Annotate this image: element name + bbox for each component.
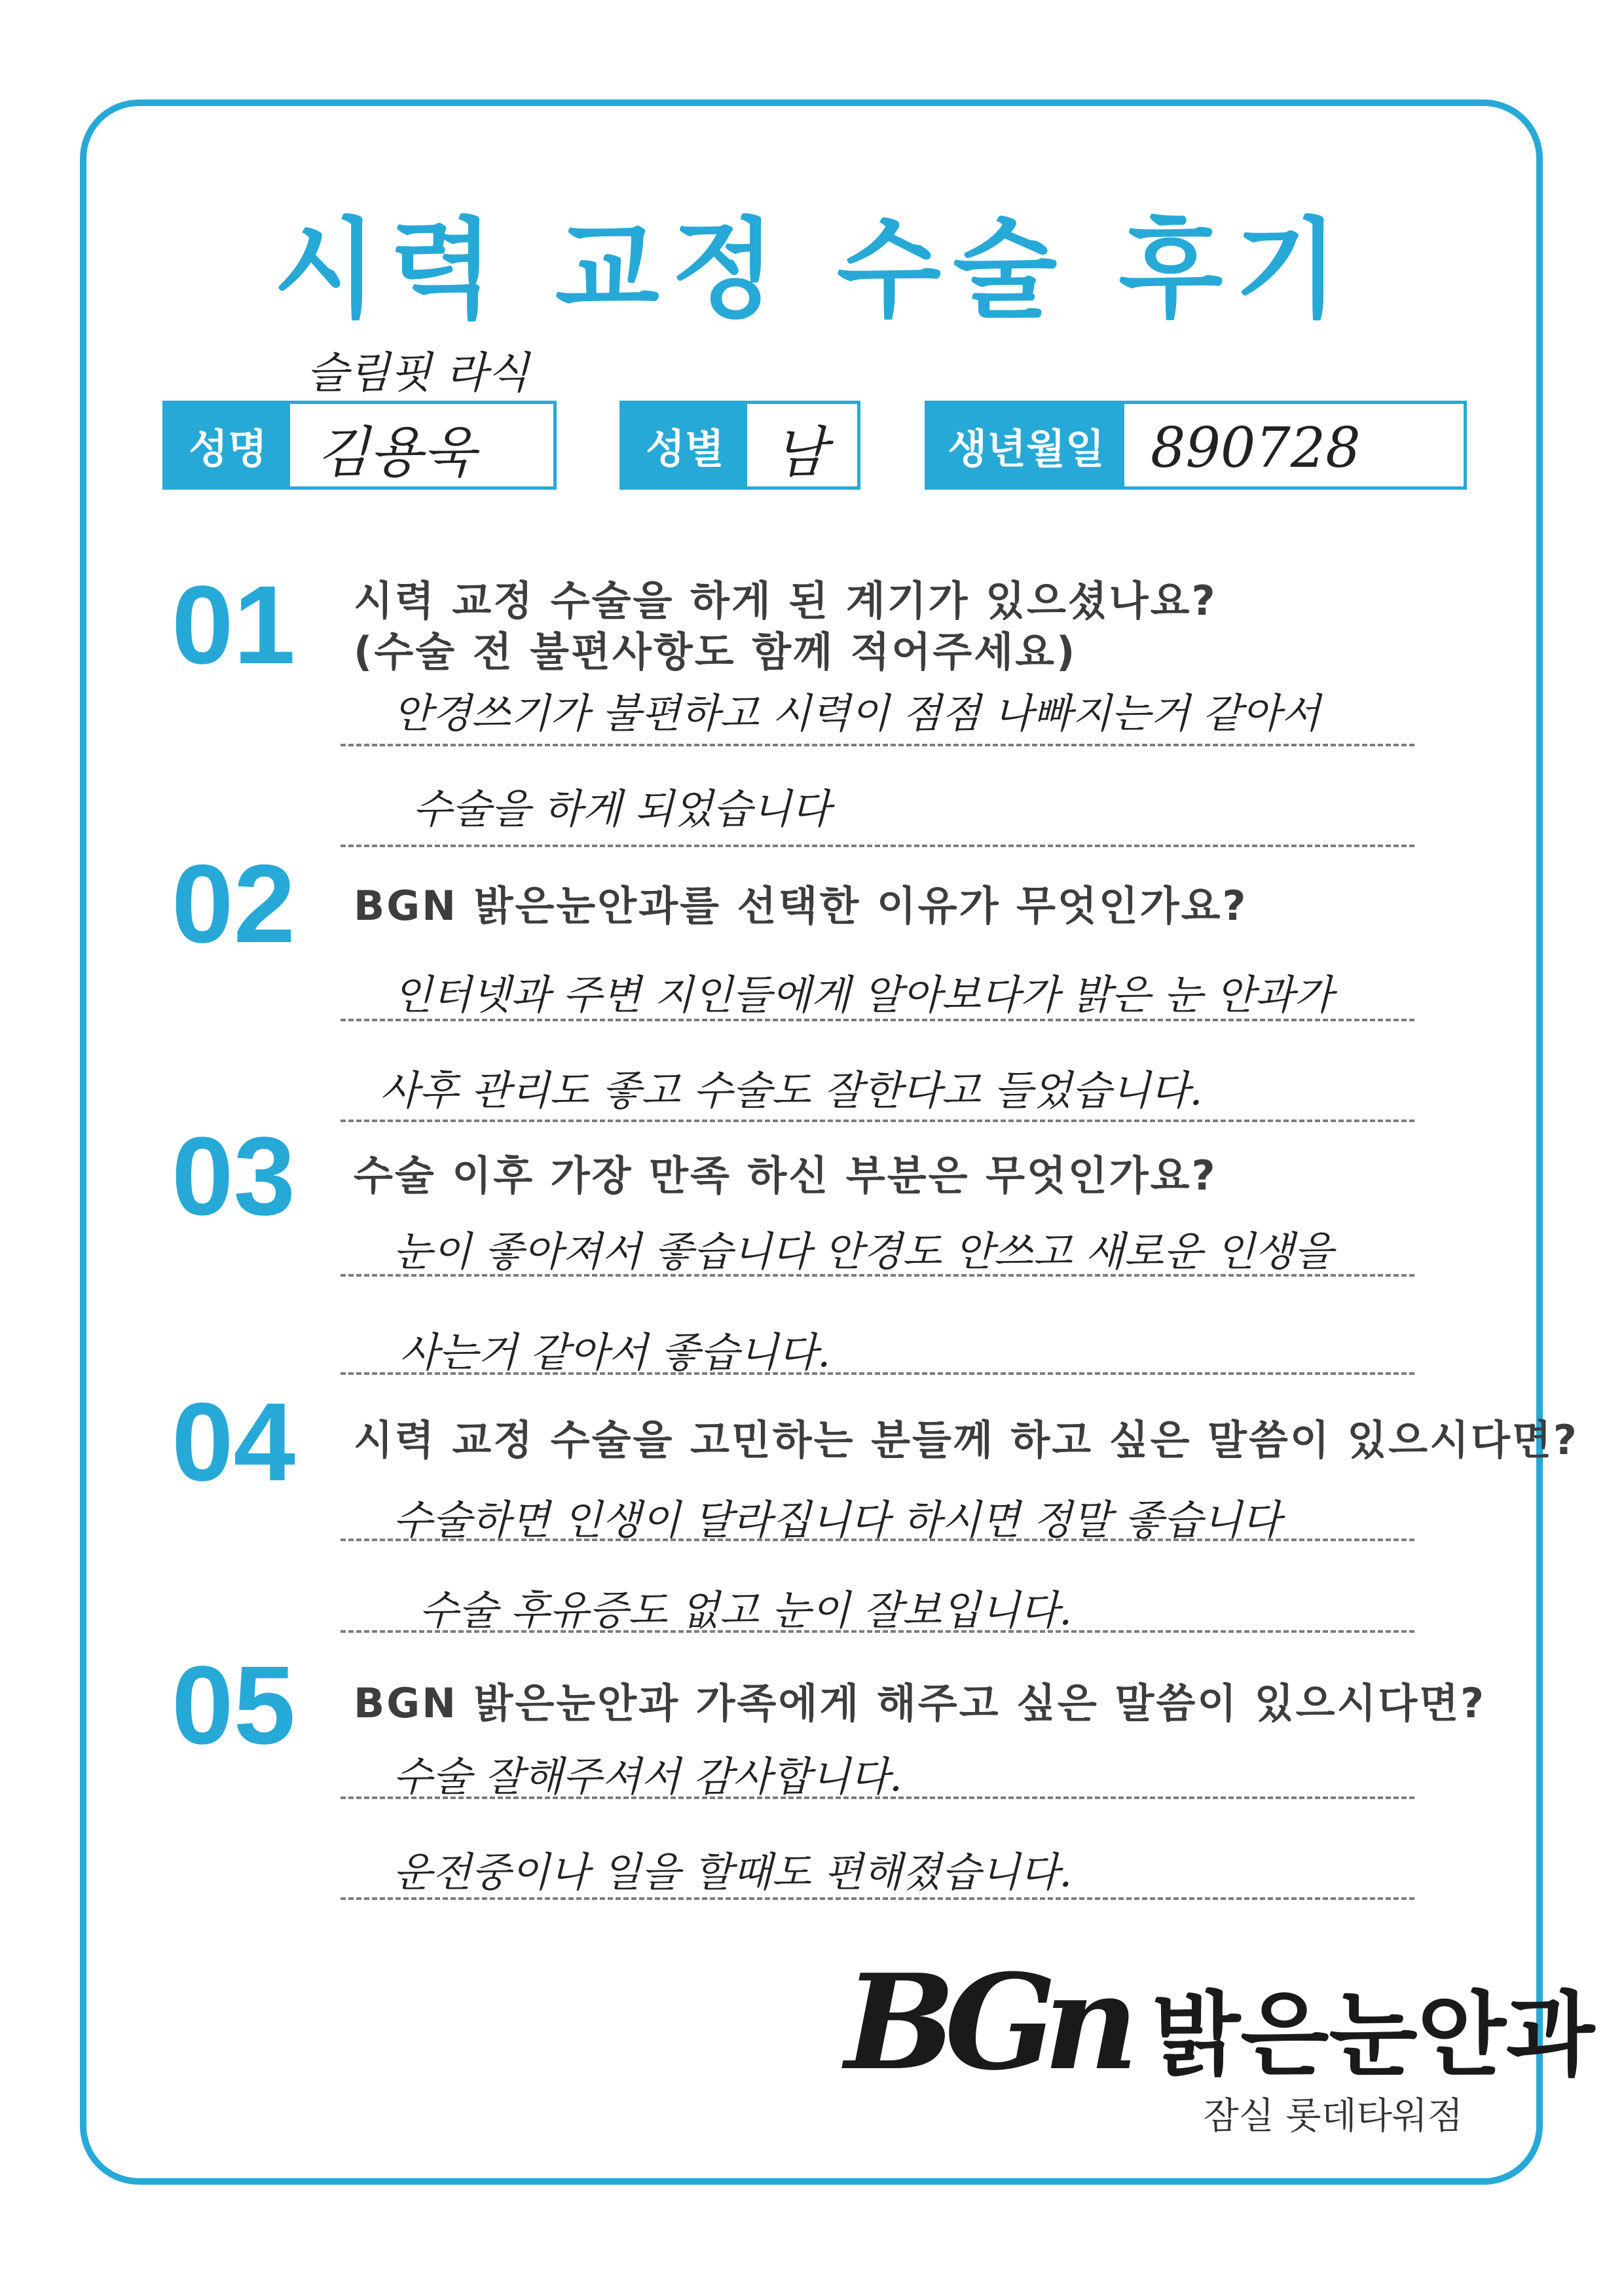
answer-rule: [341, 1796, 1414, 1799]
clinic-logo: [845, 1946, 1595, 2100]
answer-line: 인터넷과 주변 지인들에게 알아보다가 밝은 눈 안과가: [393, 971, 1333, 1019]
answer-line: 수술 후유증도 없고 눈이 잘보입니다.: [419, 1586, 1072, 1634]
page-title: 시력 교정 수술 후기: [273, 207, 1351, 333]
gender-value: 남: [773, 420, 827, 484]
answer-line: 수술을 하게 되었습니다: [413, 785, 831, 833]
question-text: BGN 밝은눈안과 가족에게 해주고 싶은 말씀이 있으시다면?: [354, 1679, 1486, 1727]
gender-label: 성별: [623, 404, 747, 486]
question-text: 시력 교정 수술을 하게 된 계기가 있으셨나요?: [354, 577, 1217, 625]
answer-rule: [341, 1274, 1414, 1277]
answer-line: 사후 관리도 좋고 수술도 잘한다고 들었습니다.: [380, 1066, 1203, 1114]
answer-line: 사는거 같아서 좋습니다.: [399, 1328, 831, 1376]
birthdate-value: 890728: [1151, 416, 1361, 480]
answer-rule: [341, 1897, 1414, 1900]
answer-rule: [341, 845, 1414, 847]
question-number: 03: [172, 1114, 296, 1239]
question-number: 01: [172, 563, 296, 687]
answer-rule: [341, 1120, 1414, 1122]
answer-line: 안경쓰기가 불편하고 시력이 점점 나빠지는거 같아서: [393, 689, 1321, 737]
birthdate-label: 생년월일: [928, 404, 1124, 486]
procedure-note: 슬림핏 라식: [306, 348, 529, 398]
answer-line: 수술하면 인생이 달라집니다 하시면 정말 좋습니다: [393, 1496, 1282, 1544]
answer-rule: [341, 744, 1414, 746]
logo-mark: BGn: [845, 1946, 1126, 2100]
question-text: 시력 교정 수술을 고민하는 분들께 하고 싶은 말씀이 있으시다면?: [354, 1416, 1579, 1464]
answer-rule: [341, 1630, 1414, 1633]
name-value: 김용욱: [316, 420, 476, 484]
question-number: 02: [172, 842, 296, 966]
gender-field: [619, 401, 860, 490]
question-text: 수술 이후 가장 만족 하신 부분은 무엇인가요?: [354, 1152, 1217, 1199]
question-subtext: (수술 전 불편사항도 함께 적어주세요): [354, 628, 1077, 676]
answer-rule: [341, 1019, 1414, 1021]
question-text: BGN 밝은눈안과를 선택한 이유가 무엇인가요?: [354, 882, 1248, 930]
question-number: 05: [172, 1643, 296, 1768]
answer-rule: [341, 1372, 1414, 1375]
logo-name: 밝은눈안과: [1151, 1982, 1595, 2089]
answer-line: 운전중이나 일을 할때도 편해졌습니다.: [393, 1848, 1073, 1896]
name-field: [162, 401, 557, 490]
birthdate-field: [925, 401, 1467, 490]
question-number: 04: [172, 1380, 296, 1504]
answer-rule: [341, 1539, 1414, 1541]
branch-name: 잠실 롯데타워점: [1203, 2095, 1463, 2138]
answer-line: 수술 잘해주셔서 감사합니다.: [393, 1753, 902, 1800]
name-label: 성명: [166, 404, 290, 486]
answer-line: 눈이 좋아져서 좋습니다 안경도 안쓰고 새로운 인생을: [393, 1228, 1333, 1275]
